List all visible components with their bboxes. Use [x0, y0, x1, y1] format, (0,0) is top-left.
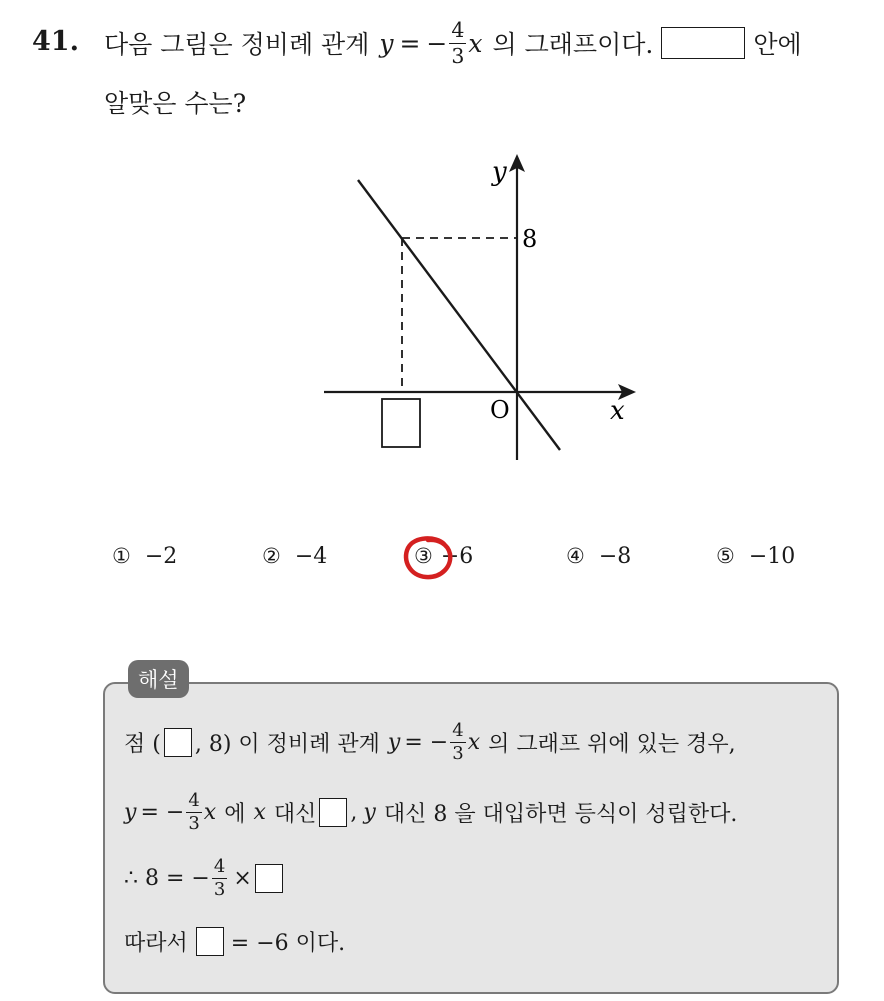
sol1-fraction: [450, 722, 465, 763]
solution-line-2: [124, 792, 737, 833]
choice-5-mark: ⑤: [716, 544, 735, 568]
choice-1[interactable]: [112, 544, 177, 569]
proportion-graph: [318, 148, 648, 468]
solution-line-4: [124, 926, 345, 957]
equation-minus: −: [426, 28, 448, 58]
choice-3-value: −6: [440, 544, 474, 569]
sol1-x: x: [467, 730, 481, 756]
y-tick-label-8: 8: [522, 225, 538, 253]
solution-tag: 해설: [128, 660, 189, 698]
sol1-text-a: 점 (: [124, 732, 161, 758]
sol2-fraction: [186, 792, 201, 833]
equation-x: x: [468, 28, 483, 58]
choice-2-value: −4: [294, 544, 328, 569]
solution-line-1: [124, 722, 736, 763]
question-text-line2: 알맞은 수는?: [104, 89, 247, 118]
equation-fraction: [449, 20, 466, 66]
origin-label: O: [490, 396, 510, 424]
sol1-den: 3: [452, 743, 464, 765]
choice-4-value: −8: [598, 544, 632, 569]
choice-1-value: −2: [144, 544, 178, 569]
sol1-text-c: 의 그래프 위에 있는 경우,: [488, 732, 736, 758]
sol2-y: y: [124, 800, 137, 826]
fraction-numerator: 4: [451, 18, 465, 42]
sol3-times: ×: [233, 866, 252, 892]
sol3-text-a: ∴ 8 = −: [124, 866, 210, 892]
question-text-line1: [104, 20, 802, 66]
sol3-blank: [255, 864, 283, 893]
choice-5-value: −10: [748, 544, 796, 569]
choice-2-mark: ②: [262, 544, 281, 568]
sol2-text-c: ,: [350, 800, 358, 826]
choice-4[interactable]: [566, 544, 631, 569]
choice-4-mark: ④: [566, 544, 585, 568]
sol3-num: 4: [212, 858, 227, 879]
x-value-blank-box: [382, 399, 420, 447]
sol1-eq: = −: [404, 730, 449, 756]
sol2-text-a: 에: [224, 802, 246, 828]
choice-5[interactable]: [716, 544, 795, 569]
sol1-text-b: , 8) 이 정비례 관계: [194, 732, 380, 758]
answer-blank-box: [661, 27, 745, 59]
sol2-num: 4: [186, 792, 201, 813]
sol2-x2: x: [253, 800, 266, 826]
selected-answer-circle: [400, 534, 458, 582]
x-axis-label: x: [610, 396, 625, 426]
sol2-x: x: [203, 800, 217, 826]
sol3-fraction: [212, 858, 227, 899]
sol3-den: 3: [213, 879, 226, 901]
sol2-den: 3: [188, 813, 200, 835]
fraction-denominator: 3: [451, 43, 465, 68]
sol4-text-b: = −6 이다.: [230, 931, 346, 956]
sol2-eq: = −: [140, 800, 185, 826]
equation-equals: =: [399, 28, 421, 58]
choice-3-mark: ③: [414, 544, 433, 568]
y-axis-label: y: [492, 157, 507, 187]
sol2-y2: y: [363, 800, 376, 826]
sol1-y: y: [387, 730, 401, 756]
equation-y: y: [379, 28, 394, 58]
sol4-text-a: 따라서: [124, 931, 188, 956]
choice-1-mark: ①: [112, 544, 131, 568]
sol2-text-d: 대신 8 을 대입하면 등식이 성립한다.: [383, 802, 738, 828]
question-text-before: 다음 그림은 정비례 관계: [104, 30, 370, 59]
sol1-blank: [164, 728, 192, 757]
question-text-after: 의 그래프이다.: [492, 30, 654, 59]
question-number: 41.: [32, 26, 79, 57]
question-text-end: 안에: [753, 30, 802, 59]
sol4-blank: [196, 927, 224, 956]
solution-line-3: [124, 858, 286, 899]
sol1-num: 4: [450, 722, 465, 743]
choice-2[interactable]: [262, 544, 327, 569]
sol2-text-b: 대신: [273, 802, 317, 828]
sol2-blank: [319, 798, 347, 827]
